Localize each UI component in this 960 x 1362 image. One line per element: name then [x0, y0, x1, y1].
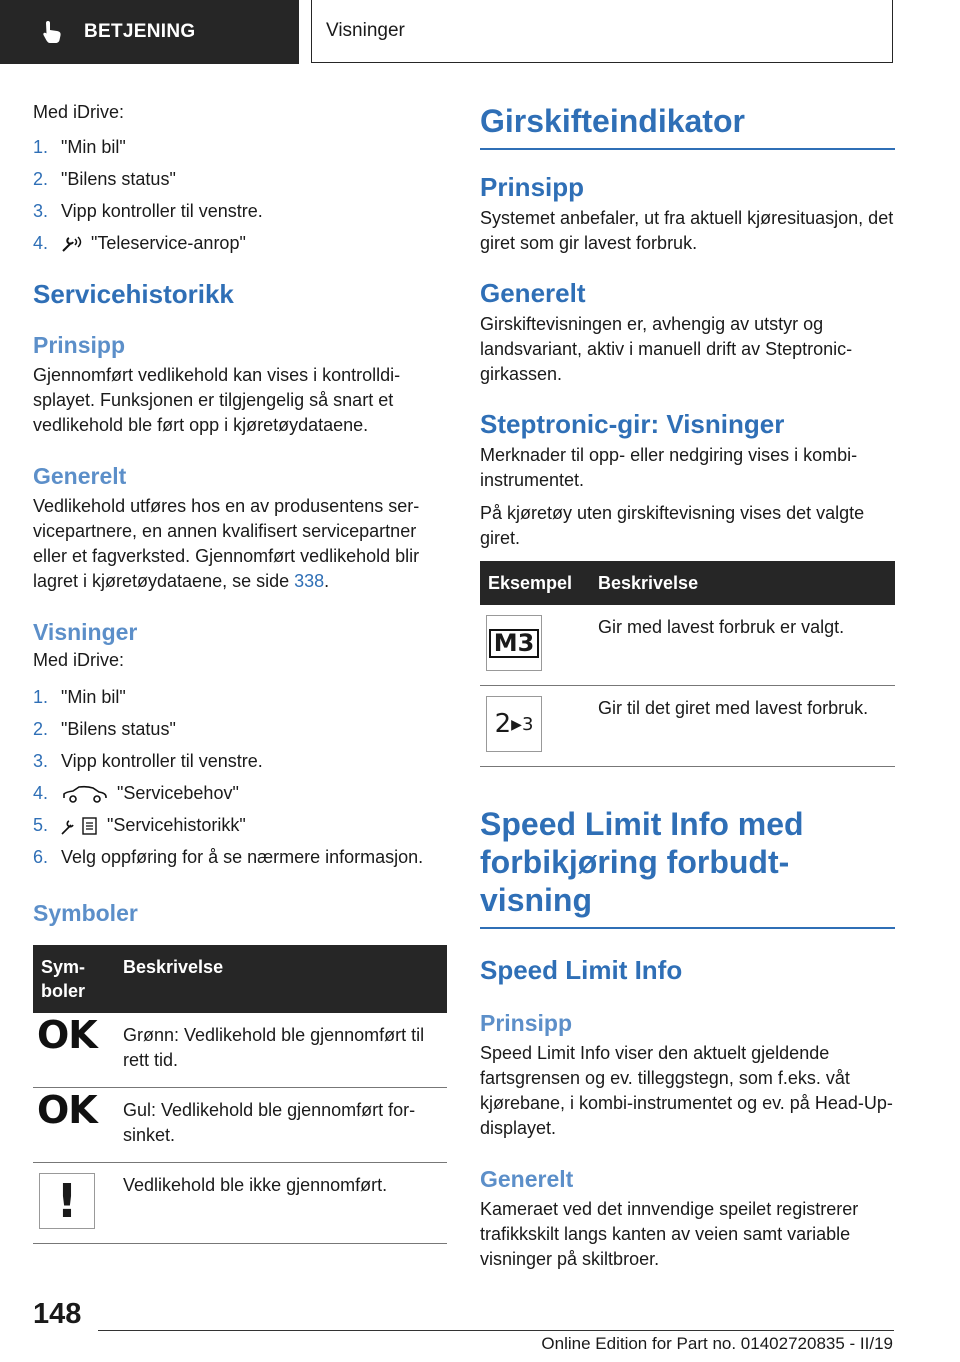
- exclamation-icon: !: [56, 1173, 78, 1228]
- table-row: [33, 1163, 447, 1244]
- heading-steptronic: Steptronic-gir: Visninger: [480, 409, 785, 439]
- table-row: [33, 1013, 447, 1088]
- list-item: 3. Vipp kontroller til venstre.: [33, 201, 263, 221]
- symbols-table: [33, 945, 447, 1244]
- list-item: 2. "Bilens status": [33, 719, 176, 739]
- heading-generelt-2: Generelt: [480, 1166, 574, 1192]
- header-subsection: [311, 0, 893, 63]
- paragraph-generelt: Girskiftevisningen er, avhengig av utstyr og landsvariant, aktiv i manuell drift av Steptronic-girkassen.: [480, 314, 853, 384]
- warning-symbol-box: [39, 1173, 95, 1229]
- arrow-right-icon: ▶: [511, 715, 522, 732]
- paragraph-generelt-2: Kameraet ved det innvendige speilet registrerer trafikkskilt langs kanten av veien samt variable visninger på skiltbroer.: [480, 1199, 859, 1269]
- paragraph-prinsipp: Systemet anbefaler, ut fra aktuell kjøresituasjon, det giret som gir lavest forbruk.: [480, 208, 894, 253]
- list-item: 4. "Teleservice-anrop": [33, 233, 246, 253]
- page-number: 148: [33, 1298, 82, 1330]
- heading-prinsipp: Prinsipp: [33, 332, 126, 358]
- subsection-title: Visninger: [326, 20, 405, 41]
- footer-divider: [98, 1330, 894, 1331]
- heading-generelt: Generelt: [480, 278, 586, 308]
- table-header-description: Beskrivelse: [115, 945, 447, 1013]
- list-item: 6. Velg oppføring for å se nærmere informasjon.: [33, 847, 424, 867]
- heading-prinsipp: Prinsipp: [480, 172, 585, 202]
- table-row: [33, 1088, 447, 1163]
- left-column: [33, 100, 447, 1244]
- section-title: BETJENING: [84, 21, 196, 42]
- intro-text-2: Med iDrive:: [33, 650, 125, 670]
- heading-symboler: Symboler: [33, 900, 138, 926]
- table-cell: Gul: Vedlikehold ble gjennomført forsinket.: [115, 1088, 447, 1163]
- page-link[interactable]: 338: [294, 571, 325, 591]
- list-item: 1. "Min bil": [33, 137, 126, 157]
- paragraph-steptronic-1: Merknader til opp- eller nedgiring vises i kombiinstrumentet.: [480, 445, 858, 490]
- ok-yellow-symbol: OK: [37, 1088, 97, 1132]
- ok-green-symbol: OK: [37, 1013, 97, 1057]
- gear-shift-symbol: 2 ▶ 3: [486, 696, 542, 752]
- table-row: [480, 605, 895, 686]
- steps-list-1: [33, 131, 447, 259]
- table-cell: Grønn: Vedlikehold ble gjennomført til rett tid.: [115, 1013, 447, 1088]
- hand-pointer-icon: [42, 20, 64, 44]
- heading-servicehistorikk: Servicehistorikk: [33, 279, 234, 309]
- gear-m3-symbol: M3: [486, 615, 542, 671]
- service-history-icon: [61, 816, 99, 836]
- paragraph-steptronic-2: På kjøretøy uten girskiftevisning vises det valgte giret.: [480, 503, 865, 548]
- list-item: 3. Vipp kontroller til venstre.: [33, 751, 263, 771]
- heading-sli: Speed Limit Info: [480, 955, 683, 985]
- footer-edition: Online Edition for Part no. 01402720835 - II/19: [541, 1334, 893, 1353]
- heading-speed-limit-info: Speed Limit Info med forbikjøring forbudt-visning: [480, 805, 895, 929]
- table-header-symbols: Symboler: [33, 945, 115, 1013]
- paragraph-prinsipp-2: Speed Limit Info viser den aktuelt gjeldende fartsgrensen og ev. tilleggstegn, som f.eks. våt kjørebane, i kombi-instrumentet og ev. på Head-Up-displayet.: [480, 1043, 893, 1138]
- heading-visninger: Visninger: [33, 619, 138, 645]
- intro-text: Med iDrive:: [33, 102, 125, 122]
- list-item: 5. "Servicehistorikk": [33, 815, 246, 835]
- heading-prinsipp-2: Prinsipp: [480, 1010, 573, 1036]
- car-icon: [61, 785, 109, 803]
- examples-table: [480, 561, 895, 767]
- table-cell: Gir med lavest forbruk er valgt.: [590, 605, 895, 686]
- table-cell: Vedlikehold ble ikke gjennomført.: [115, 1163, 447, 1244]
- wrench-phone-icon: [61, 235, 83, 253]
- heading-generelt: Generelt: [33, 463, 127, 489]
- table-row: [480, 686, 895, 767]
- table-cell: Gir til det giret med lavest forbruk.: [590, 686, 895, 767]
- table-header-example: Eksempel: [480, 561, 590, 605]
- list-item: 2. "Bilens status": [33, 169, 176, 189]
- right-column: [480, 102, 895, 1272]
- paragraph-prinsipp: Gjennomført vedlikehold kan vises i kontrolldisplayet. Funksjonen er tilgjengelig så snart et vedlikehold ble ført opp i kjøretøydataene.: [33, 365, 401, 435]
- table-header-description: Beskrivelse: [590, 561, 895, 605]
- paragraph-generelt: Vedlikehold utføres hos en av produsentens servicepartnere, en annen kvalifisert servicepartner eller et fagverksted. Gjennomført vedlikehold blir lagret i kjøretøydataene, se side 338.: [33, 496, 420, 591]
- list-item: 4. "Servicebehov": [33, 783, 239, 803]
- steps-list-2: [33, 681, 447, 873]
- heading-girskifteindikator: Girskifteindikator: [480, 102, 895, 150]
- list-item: 1. "Min bil": [33, 687, 126, 707]
- header-section-tab: [0, 0, 299, 64]
